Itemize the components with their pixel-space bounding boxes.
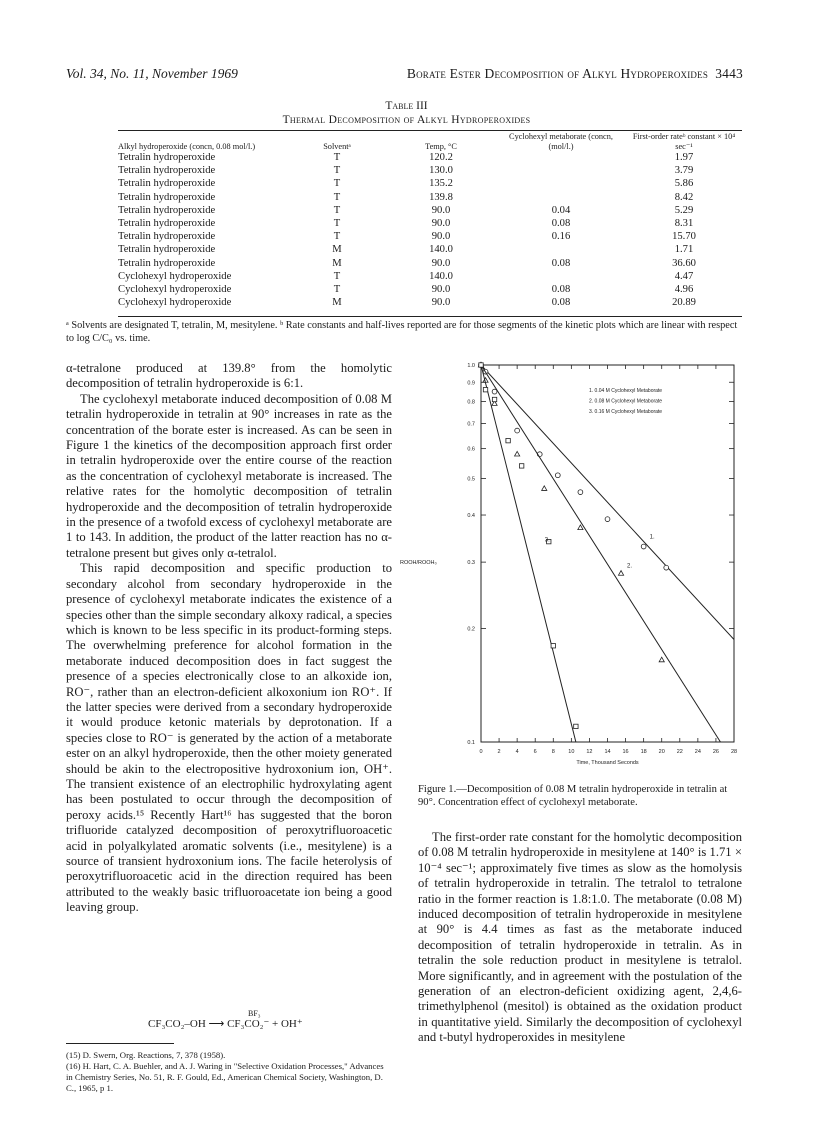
paragraph: The first-order rate constant for the homolytic decomposition of 0.08 M tetralin hydroperoxide in mesitylene at 140° is 1.71 × 10⁻⁴ sec⁻¹; approximately five times as slow as the homolysis of tetralin hydroperoxide in tetralin. The tetralol to tetralone ratio in the former reaction is 1.8:1.0. The metaborate (0.08 M) induced decomposition of tetralin hydroperoxide in mesitylene at 90° is 4.4 times as fast as the metaborate induced decomposition of tetralin hydroperoxide in tetralin. As in tetralin the sole reduction product in mesitylene is tetralol. More significantly, and in agreement with the postulation of the generation of an electron-deficient oxidizing agent, 2,4,6-trimethylphenol (mesitol) is obtained as the oxidation product in quantitative yield. Similarly the decomposition of cyclohexyl and t-butyl hydroperoxides in mesitylene — [418, 830, 742, 1045]
table-header-row — [118, 132, 742, 151]
equation: CF₃CO₂–OH ⟶ CF₃CO₂⁻ + OH⁺ — [148, 1018, 303, 1030]
data-point-triangle — [515, 451, 520, 456]
table-cell: Tetralin hydroperoxide — [118, 257, 216, 269]
column-header: First-order rateᵇ constant × 10⁴ sec⁻¹ — [632, 132, 736, 151]
table-cell: M — [332, 257, 342, 269]
page-number: 3443 — [715, 66, 743, 81]
paragraph: α-tetralone produced at 139.8° from the homolytic decomposition of tetralin hydroperoxide is 6:1. — [66, 361, 392, 391]
series-line — [481, 365, 720, 742]
table-title: Thermal Decomposition of Alkyl Hydroperoxides — [282, 114, 531, 126]
x-tick-label: 28 — [730, 749, 738, 755]
x-tick-label: 24 — [694, 749, 701, 755]
x-tick-label: 12 — [586, 749, 593, 755]
series-label: 2. — [627, 563, 633, 570]
x-tick-label: 2 — [497, 749, 501, 755]
table-cell: 130.0 — [429, 165, 453, 177]
data-point-triangle — [659, 657, 664, 662]
data-point-circle — [555, 473, 560, 478]
table-row — [118, 217, 742, 230]
table-row — [118, 151, 742, 164]
table-number: Table III — [385, 100, 428, 112]
table-cell: 5.86 — [674, 178, 694, 190]
table-cell — [496, 151, 626, 164]
running-header-volume: Vol. 34, No. 11, November 1969 — [66, 66, 238, 81]
table-cell: Tetralin hydroperoxide — [118, 244, 216, 256]
table-cell: T — [333, 284, 341, 296]
table-cell: Tetralin hydroperoxide — [118, 204, 216, 216]
table-cell: 0.16 — [551, 231, 571, 243]
table-cell — [496, 243, 626, 256]
figure-1-chart — [398, 355, 743, 780]
y-tick-label: 0.1 — [467, 740, 475, 746]
table-cell: 4.47 — [674, 270, 694, 282]
table-row — [118, 204, 742, 217]
table-cell: 0.08 — [551, 257, 571, 269]
table-cell: 8.42 — [674, 191, 694, 203]
data-point-triangle — [578, 525, 583, 530]
table-cell: 0.08 — [551, 284, 571, 296]
x-tick-label: 14 — [604, 749, 611, 755]
table-cell: Cyclohexyl hydroperoxide — [118, 284, 232, 296]
table-cell: 0.08 — [551, 297, 571, 309]
y-tick-label: 0.4 — [467, 513, 475, 520]
legend-entry: 1. 0.04 M Cyclohexyl Metaborate — [589, 388, 663, 394]
table-row — [118, 283, 742, 296]
table-cell: T — [333, 152, 341, 163]
column-header: Solventᵃ — [323, 141, 351, 151]
table-cell: Tetralin hydroperoxide — [118, 231, 216, 243]
x-tick-label: 6 — [533, 749, 537, 755]
table-cell: 139.8 — [429, 191, 453, 203]
table-top-rule — [118, 130, 742, 131]
header-title-text: Borate Ester Decomposition of Alkyl Hydroperoxides — [406, 66, 709, 81]
running-header-title — [407, 66, 743, 82]
data-point-square — [479, 363, 483, 367]
table-row — [118, 257, 742, 270]
paragraph: The cyclohexyl metaborate induced decomposition of 0.08 M tetralin hydroperoxide in tetralin at 90° increases in rate as the concentration of the borate ester is increased. As can be seen in Figure 1 the kinetics of the decomposition approach first order in tetralin hydroperoxide over the entire course of the reaction as the concentration of cyclohexyl metaborate is increased. The relative rates for the homolytic decomposition of tetralin hydroperoxide and the decomposition of tetralin hydroperoxide in the presence of a twofold excess of cyclohexyl metaborate are 1 to 143. In addition, the product of the latter reaction has no α-tetralone present but gives only α-tetralol. — [66, 391, 392, 560]
column-header: Cyclohexyl metaborate (concn, (mol/l.) — [509, 132, 613, 151]
y-tick-label: 0.8 — [467, 399, 475, 406]
x-tick-label: 20 — [658, 749, 665, 755]
data-point-circle — [578, 490, 583, 495]
table-cell: 3.79 — [674, 165, 694, 177]
series-line — [481, 365, 576, 742]
series-label: 3. — [544, 537, 550, 544]
data-point-square — [519, 464, 523, 468]
right-column-text — [418, 830, 742, 1046]
reference: (15) D. Swern, Org. Reactions, 7, 378 (1958). — [66, 1050, 226, 1060]
table-cell: 20.89 — [672, 297, 696, 309]
figure-caption: Figure 1.—Decomposition of 0.08 M tetralin hydroperoxide in tetralin at 90°. Concentration effect of cyclohexyl metaborate. — [418, 784, 728, 808]
data-point-circle — [664, 565, 669, 570]
data-point-square — [492, 397, 496, 401]
data-point-square — [574, 724, 578, 728]
table-cell: 90.0 — [431, 284, 451, 296]
table-cell: Cyclohexyl hydroperoxide — [118, 270, 232, 282]
table-cell: Tetralin hydroperoxide — [118, 218, 216, 230]
table-cell — [496, 177, 626, 190]
x-tick-label: 0 — [479, 749, 483, 755]
table-row — [118, 164, 742, 177]
table-cell: 90.0 — [431, 257, 451, 269]
table-cell: Tetralin hydroperoxide — [118, 152, 216, 163]
table-cell: 0.04 — [551, 204, 571, 216]
table-cell: T — [333, 231, 341, 243]
table-cell: T — [333, 218, 341, 230]
y-tick-label: 1.0 — [467, 363, 475, 369]
x-tick-label: 22 — [676, 749, 683, 755]
references — [66, 1050, 392, 1094]
x-tick-label: 26 — [712, 749, 719, 755]
equation-catalyst: BF₃ — [248, 1009, 261, 1018]
table-cell: 1.71 — [674, 244, 694, 256]
table-cell: Tetralin hydroperoxide — [118, 165, 216, 177]
series-label: 1. — [649, 534, 655, 541]
data-point-circle — [641, 544, 646, 549]
table-cell: 0.08 — [551, 218, 571, 230]
table-cell: 36.60 — [672, 257, 696, 269]
table-cell — [496, 164, 626, 177]
data-point-circle — [515, 428, 520, 433]
y-tick-label: 0.3 — [467, 560, 475, 567]
table-row — [118, 230, 742, 243]
column-header: Alkyl hydroperoxide (concn, 0.08 mol/l.) — [118, 141, 256, 151]
y-tick-label: 0.9 — [467, 380, 475, 387]
table-cell: 8.31 — [674, 218, 694, 230]
left-column-text — [66, 361, 392, 916]
table-row — [118, 177, 742, 190]
table-row — [118, 243, 742, 256]
table-cell: Cyclohexyl hydroperoxide — [118, 297, 232, 309]
table-cell — [496, 191, 626, 204]
y-tick-label: 0.7 — [467, 421, 475, 428]
table-cell: T — [333, 191, 341, 203]
x-tick-label: 16 — [622, 749, 629, 755]
table-footnote: ᵃ Solvents are designated T, tetralin, M, mesitylene. ᵇ Rate constants and half-lives reported are for those segments of the kinetic plots which are linear with respect to log C/C₀ vs. time. — [66, 320, 738, 344]
table-row — [118, 270, 742, 283]
y-tick-label: 0.2 — [467, 626, 475, 633]
legend-entry: 3. 0.16 M Cyclohexyl Metaborate — [589, 409, 663, 415]
x-axis-label: Time, Thousand Seconds — [576, 760, 639, 766]
column-header: Temp, °C — [425, 141, 457, 151]
reference: (16) H. Hart, C. A. Buehler, and A. J. Waring in "Selective Oxidation Processes," Advances in Chemistry Series, No. 51, R. F. Gould, Ed., American Chemical Society, Washington, D. C., 1965, p 1. — [66, 1061, 384, 1093]
data-point-square — [506, 438, 510, 442]
table-cell: 15.70 — [672, 231, 696, 243]
data-point-square — [551, 644, 555, 648]
x-tick-label: 8 — [551, 749, 555, 755]
references-rule — [66, 1043, 174, 1044]
table-cell: M — [332, 244, 342, 256]
data-point-triangle — [618, 571, 623, 576]
table-row — [118, 296, 742, 309]
data-point-circle — [605, 517, 610, 522]
table-bottom-rule — [118, 316, 742, 317]
table-cell: 90.0 — [431, 218, 451, 230]
table-cell: 4.96 — [674, 284, 694, 296]
table-cell: 140.0 — [429, 244, 453, 256]
table-cell: 1.97 — [674, 152, 694, 163]
table-cell: 140.0 — [429, 270, 453, 282]
table-cell: T — [333, 178, 341, 190]
chart-svg — [398, 355, 743, 780]
table-cell: T — [333, 204, 341, 216]
legend-entry: 2. 0.08 M Cyclohexyl Metaborate — [589, 398, 663, 405]
table-cell: 5.29 — [674, 204, 694, 216]
table-cell: 120.2 — [429, 152, 453, 163]
table-cell: Tetralin hydroperoxide — [118, 191, 216, 203]
data-point-triangle — [542, 486, 547, 491]
y-tick-label: 0.6 — [467, 446, 475, 453]
table-cell: 90.0 — [431, 297, 451, 309]
table-cell: 90.0 — [431, 204, 451, 216]
series-line — [481, 365, 734, 640]
data-point-square — [483, 387, 487, 391]
table-cell — [496, 270, 626, 283]
x-tick-label: 18 — [640, 749, 647, 755]
data-point-circle — [492, 389, 497, 394]
table-row — [118, 191, 742, 204]
y-tick-label: 0.5 — [467, 476, 475, 483]
table-cell: T — [333, 165, 341, 177]
table-cell: T — [333, 270, 341, 282]
plot-frame — [481, 365, 734, 742]
table-cell: 90.0 — [431, 231, 451, 243]
y-axis-label: ROOH/ROOH₀ — [400, 560, 437, 567]
table-cell: Tetralin hydroperoxide — [118, 178, 216, 190]
table-cell: 135.2 — [429, 178, 453, 190]
table-cell: M — [332, 297, 342, 309]
data-table — [118, 132, 742, 309]
paragraph: This rapid decomposition and specific production to secondary alcohol from secondary hydroperoxide in the presence of cyclohexyl metaborate indicates the existence of a species other than the simple secondary alkoxy radical, a species which is known to be less specific in its product-forming steps. The overwhelming preference for alcohol formation in the metaborate induced decomposition does in fact suggest the presence of a species electronically close to an alkoxide ion, RO⁻, rather than an electron-deficient alkoxonium ion RO⁺. If the latter species were derived from a secondary hydroperoxide it would produce ketonic materials by deprotonation. If a species close to RO⁻ is generated by the action of a metaborate ester on an alkyl hydroperoxide, then the other moiety generated should be akin to the electropositive hydroxonium ion, OH⁺. The transient existence of an electrophilic hydroxylating agent has been postulated to occur through the decomposition of peroxy acids.¹⁵ Recently Hart¹⁶ has suggested that the boron trifluoride catalyzed decomposition of peroxytrifluoroacetic acid in polyalkylated aromatic solvents (i.e., mesitylene) is a source of transient hydroxonium ions. The facile heterolysis of peroxytrifluoroacetic acid in the direction required has been attributed to the weakly basic trifluoroacetate ion being a good leaving group. — [66, 561, 392, 915]
x-tick-label: 4 — [515, 749, 519, 755]
x-tick-label: 10 — [568, 749, 575, 755]
